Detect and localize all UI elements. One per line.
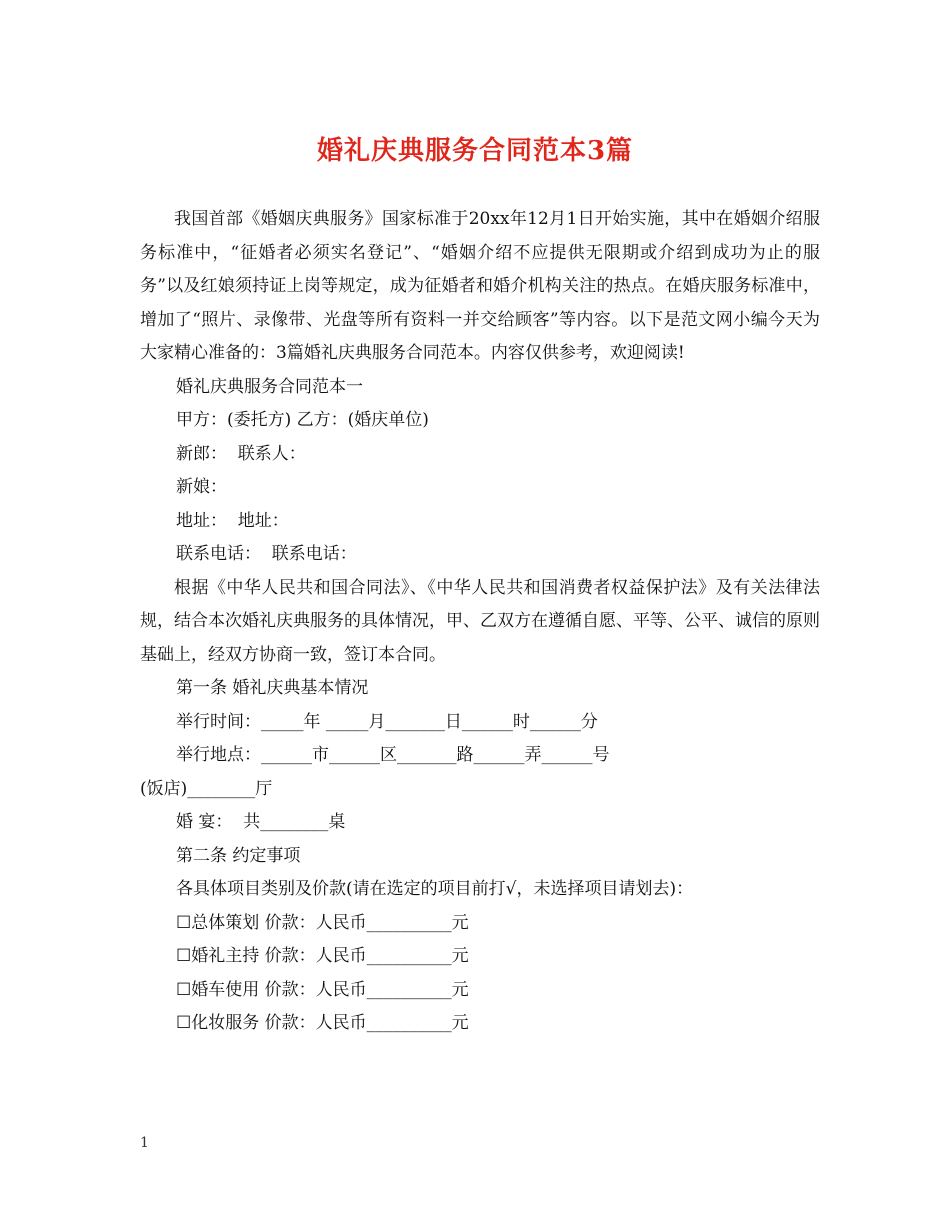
item-line: ☐婚礼主持 价款：人民币__________元 [176,946,469,966]
intro-paragraph: 我国首部《婚姻庆典服务》国家标准于20xx年12月1日开始实施，其中在婚姻介绍服务标准中，“征婚者必须实名登记”、“婚姻介绍不应提供无限期或介绍到成功为止的服务”以及红娘须持证上岗等规定，成为征婚者和婚介机构关注的热点。在婚庆服务标准中，增加了“照片、录像带、光盘等所有资料一并交给顾客”等内容。以下是范文网小编今天为大家精心准备的：3篇婚礼庆典服务合同范本。内容仅供参考，欢迎阅读! [140,209,820,363]
article-2-heading: 第二条 约定事项 [176,845,301,866]
item-line: ☐化妆服务 价款：人民币__________元 [176,1013,469,1033]
basis-paragraph: 根据《中华人民共和国合同法》、《中华人民共和国消费者权益保护法》及有关法律法规，结合本次婚礼庆典服务的具体情况，甲、乙双方在遵循自愿、平等、公平、诚信的原则基础上，经双方协商一致，签订本合同。 [140,577,820,665]
document-title: 婚礼庆典服务合同范本3篇 [316,136,634,166]
parties-line: 甲方：(委托方) 乙方：(婚庆单位) [176,410,429,430]
items-intro-line: 各具体项目类别及价款(请在选定的项目前打√，未选择项目请划去)： [176,879,694,899]
place-line: 举行地点：______市______区_______路______弄______号 [176,745,610,765]
document-body [140,203,820,1041]
item-line: ☐总体策划 价款：人民币__________元 [176,912,469,933]
phone-line: 联系电话： 联系电话： [176,544,357,564]
hotel-line: (饭店)________厅 [140,778,273,799]
banquet-line: 婚 宴： 共________桌 [176,812,346,832]
item-line: ☐婚车使用 价款：人民币__________元 [176,979,469,1000]
bride-line: 新娘： [176,477,227,497]
time-line: 举行时间：_____年 _____月_______日______时______分 [176,711,598,732]
page-number: 1 [140,1135,149,1151]
article-1-heading: 第一条 婚礼庆典基本情况 [176,678,369,698]
address-line: 地址： 地址： [176,510,289,531]
contract-title: 婚礼庆典服务合同范本一 [176,376,363,397]
groom-line: 新郎： 联系人： [176,443,306,464]
